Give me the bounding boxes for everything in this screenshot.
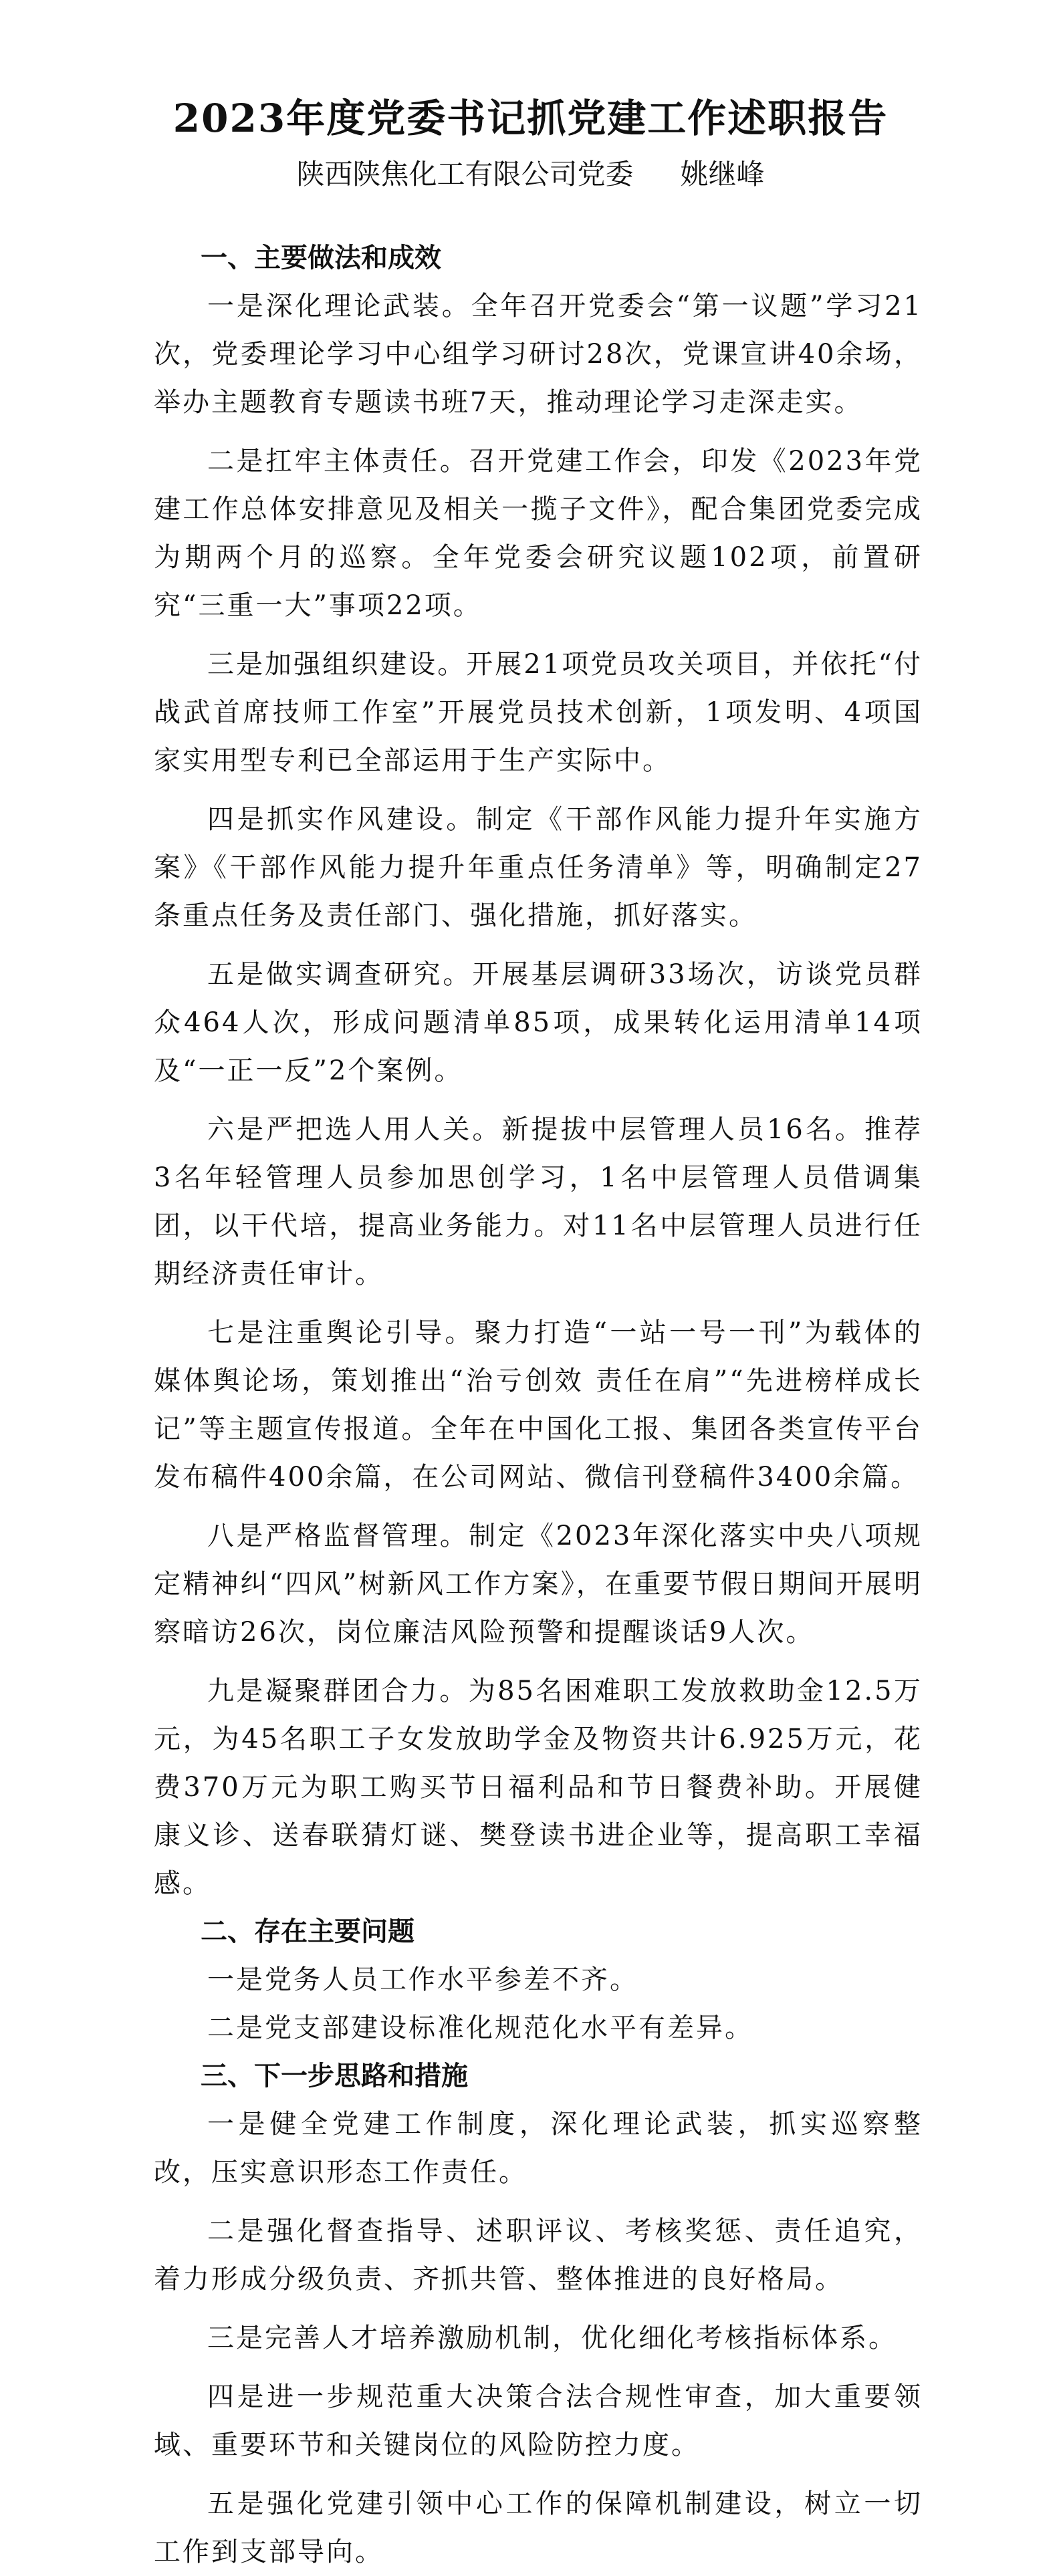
paragraph: 八是严格监督管理。制定《2023年深化落实中央八项规定精神纠“四风”树新风工作方案》，在重要节假日期间开展明察暗访26次，岗位廉洁风险预警和提醒谈话9人次。	[154, 1521, 923, 1648]
paragraph: 四是抓实作风建设。制定《干部作风能力提升年实施方案》《干部作风能力提升年重点任务清单》等，明确制定27条重点任务及责任部门、强化措施，抓好落实。	[154, 804, 923, 931]
paragraph: 一是深化理论武装。全年召开党委会“第一议题”学习21次，党委理论学习中心组学习研讨28次，党课宣讲40余场，举办主题教育专题读书班7天，推动理论学习走深走实。	[154, 291, 923, 418]
paragraph: 四是进一步规范重大决策合法合规性审查，加大重要领域、重要环节和关键岗位的风险防控力度。	[154, 2381, 923, 2460]
section-heading: 二、存在主要问题	[201, 1916, 415, 1947]
section-heading: 三、下一步思路和措施	[201, 2061, 468, 2091]
author-name: 姚继峰	[680, 158, 765, 190]
paragraph: 一是健全党建工作制度，深化理论武装，抓实巡察整改，压实意识形态工作责任。	[154, 2109, 923, 2188]
paragraph: 六是严把选人用人关。新提拔中层管理人员16名。推荐3名年轻管理人员参加思创学习，1名中层管理人员借调集团，以干代培，提高业务能力。对11名中层管理人员进行任期经济责任审计。	[154, 1114, 923, 1289]
paragraph: 二是强化督查指导、述职评议、考核奖惩、责任追究，着力形成分级负责、齐抓共管、整体推进的良好格局。	[154, 2216, 923, 2295]
report-byline	[0, 152, 1061, 192]
paragraph: 三是完善人才培养激励机制，优化细化考核指标体系。	[207, 2323, 897, 2353]
paragraph: 二是党支部建设标准化规范化水平有差异。	[207, 2013, 753, 2043]
paragraph: 三是加强组织建设。开展21项党员攻关项目，并依托“付战武首席技师工作室”开展党员技术创新，1项发明、4项国家实用型专利已全部运用于生产实际中。	[154, 649, 923, 776]
paragraph: 五是强化党建引领中心工作的保障机制建设，树立一切工作到支部导向。	[154, 2488, 923, 2567]
paragraph: 一是党务人员工作水平参差不齐。	[207, 1964, 638, 1995]
report-title: 2023年度党委书记抓党建工作述职报告	[172, 96, 889, 141]
paragraph: 七是注重舆论引导。聚力打造“一站一号一刊”为载体的媒体舆论场，策划推出“治亏创效 责任在肩”“先进榜样成长记”等主题宣传报道。全年在中国化工报、集团各类宣传平台发布稿件400余篇，在公司网站、微信刊登稿件3400余篇。	[154, 1317, 923, 1493]
author-organization: 陕西陕焦化工有限公司党委	[296, 158, 634, 190]
paragraph: 五是做实调查研究。开展基层调研33场次，访谈党员群众464人次，形成问题清单85项，成果转化运用清单14项及“一正一反”2个案例。	[154, 959, 923, 1086]
paragraph: 二是扛牢主体责任。召开党建工作会，印发《2023年党建工作总体安排意见及相关一揽子文件》，配合集团党委完成为期两个月的巡察。全年党委会研究议题102项，前置研究“三重一大”事项22项。	[154, 446, 923, 621]
section-heading: 一、主要做法和成效	[201, 243, 441, 273]
report-body	[154, 234, 923, 2576]
paragraph: 九是凝聚群团合力。为85名困难职工发放救助金12.5万元，为45名职工子女发放助学金及物资共计6.925万元，花费370万元为职工购买节日福利品和节日餐费补助。开展健康义诊、送春联猜灯谜、樊登读书进企业等，提高职工幸福感。	[154, 1676, 923, 1899]
